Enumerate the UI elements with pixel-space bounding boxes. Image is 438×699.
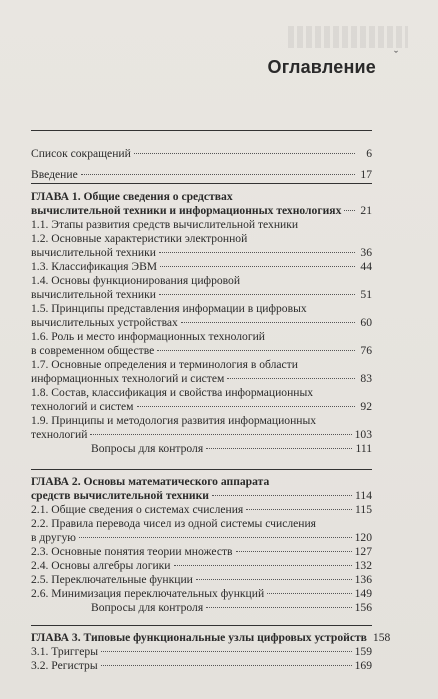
toc-item-text: Список сокращений xyxy=(31,147,131,160)
dot-leader xyxy=(90,434,351,435)
toc-page-number: 51 xyxy=(360,288,372,301)
toc-item-text: Вопросы для контроля xyxy=(91,442,204,455)
toc-item-2-1[interactable] xyxy=(31,503,372,517)
toc-item-text: вычислительной техники xyxy=(31,288,156,301)
toc-item-1-8-line-2[interactable] xyxy=(31,400,372,414)
dot-leader xyxy=(79,537,352,538)
toc-item-1-4-line-2[interactable] xyxy=(31,288,372,302)
toc-page-number: 76 xyxy=(360,344,372,357)
toc-item-text: информационных технологий и систем xyxy=(31,372,225,385)
toc-page-number: 6 xyxy=(366,147,372,160)
page-title: Оглавление xyxy=(267,57,376,77)
divider-top xyxy=(31,130,372,131)
toc-page-number: 156 xyxy=(354,601,372,614)
toc-item-2-2-line-2[interactable] xyxy=(31,531,372,545)
toc-page-number: 132 xyxy=(354,559,372,572)
toc-item-text: 2.1. Общие сведения о системах счисления xyxy=(31,503,244,516)
toc-item-text: в современном обществе xyxy=(31,344,155,357)
toc-page-number: 114 xyxy=(355,489,372,502)
table-of-contents xyxy=(31,147,372,182)
toc-page-number: 159 xyxy=(354,645,372,658)
toc-item-text: 2.5. Переключательные функции xyxy=(31,573,193,586)
toc-item-1-7-line-2[interactable] xyxy=(31,372,372,386)
toc-page-number: 83 xyxy=(360,372,372,385)
toc-chapter-3 xyxy=(31,631,391,673)
toc-item-1-5-line-2[interactable] xyxy=(31,316,372,330)
toc-page-number: 111 xyxy=(355,442,372,455)
toc-item-1-3[interactable] xyxy=(31,260,372,274)
dot-leader xyxy=(159,294,355,295)
divider-ch3 xyxy=(31,625,372,626)
toc-page-number: 158 xyxy=(372,631,391,644)
chapter-heading-text: вычислительной техники и информационных технологиях xyxy=(31,204,342,217)
dot-leader xyxy=(81,174,355,175)
toc-chapter-1 xyxy=(31,190,372,456)
dot-leader xyxy=(206,448,352,449)
divider-ch2 xyxy=(31,469,372,470)
dot-leader xyxy=(101,651,352,652)
toc-page-number: 149 xyxy=(354,587,372,600)
toc-item-text: Введение xyxy=(31,168,78,181)
toc-item-text: в другую xyxy=(31,531,76,544)
toc-item-3-1[interactable] xyxy=(31,645,372,659)
toc-item-text: 1.3. Классификация ЭВМ xyxy=(31,260,158,273)
bleed-through-text xyxy=(288,26,408,48)
toc-chapter-2 xyxy=(31,475,372,615)
pencil-mark: ˇ xyxy=(394,48,398,62)
dot-leader xyxy=(157,350,355,351)
dot-leader xyxy=(137,406,356,407)
dot-leader xyxy=(206,607,351,608)
toc-item-text: 3.1. Триггеры xyxy=(31,645,99,658)
toc-page-number: 21 xyxy=(360,204,372,217)
toc-item-1-5-line-1[interactable]: 1.5. Принципы представления информации в цифровых xyxy=(31,302,307,315)
dot-leader xyxy=(159,252,355,253)
toc-item-1-7-line-1[interactable]: 1.7. Основные определения и терминология в области xyxy=(31,358,298,371)
toc-item-1-2-line-2[interactable] xyxy=(31,246,372,260)
dot-leader xyxy=(236,551,352,552)
chapter-heading-line-2[interactable] xyxy=(31,489,372,503)
toc-page-number: 36 xyxy=(360,246,372,259)
dot-leader xyxy=(227,378,355,379)
toc-item-2-5[interactable] xyxy=(31,573,372,587)
toc-item-1-9-line-1[interactable]: 1.9. Принципы и методология развития информационных xyxy=(31,414,317,427)
dot-leader xyxy=(344,210,355,211)
toc-page-number: 136 xyxy=(354,573,372,586)
toc-item-text: технологий и систем xyxy=(31,400,134,413)
toc-item-1-4-line-1[interactable]: 1.4. Основы функционирования цифровой xyxy=(31,274,241,287)
chapter-heading-line-1[interactable]: ГЛАВА 1. Общие сведения о средствах xyxy=(31,190,233,203)
toc-item-text: 3.2. Регистры xyxy=(31,659,98,672)
chapter-heading-line-1[interactable] xyxy=(31,631,391,645)
dot-leader xyxy=(160,266,355,267)
dot-leader xyxy=(212,495,352,496)
dot-leader xyxy=(174,565,352,566)
toc-item-questions-1[interactable] xyxy=(31,442,372,456)
toc-item-1-6-line-1[interactable]: 1.6. Роль и место информационных технологий xyxy=(31,330,265,343)
dot-leader xyxy=(196,579,352,580)
toc-item-1-9-line-2[interactable] xyxy=(31,428,372,442)
toc-item-questions-2[interactable] xyxy=(31,601,372,615)
toc-page-number: 127 xyxy=(354,545,372,558)
dot-leader xyxy=(101,665,352,666)
toc-item-1-1[interactable]: 1.1. Этапы развития средств вычислительной техники xyxy=(31,218,299,231)
toc-item-text: технологий xyxy=(31,428,88,441)
toc-page-number: 169 xyxy=(354,659,372,672)
dot-leader xyxy=(267,593,351,594)
toc-item-1-2-line-1[interactable]: 1.2. Основные характеристики электронной xyxy=(31,232,248,245)
toc-item-text: 2.6. Минимизация переключательных функций xyxy=(31,587,265,600)
toc-item-text: 2.3. Основные понятия теории множеств xyxy=(31,545,233,558)
toc-page-number: 17 xyxy=(360,168,372,181)
toc-page-number: 115 xyxy=(355,503,372,516)
toc-item-2-3[interactable] xyxy=(31,545,372,559)
toc-page-number: 92 xyxy=(360,400,372,413)
toc-page-number: 120 xyxy=(354,531,372,544)
dot-leader xyxy=(134,153,355,154)
toc-item-text: 2.4. Основы алгебры логики xyxy=(31,559,171,572)
toc-item-3-2[interactable] xyxy=(31,659,372,673)
toc-item-abbreviations[interactable] xyxy=(31,147,372,161)
divider-ch1 xyxy=(31,183,372,184)
toc-item-text: Вопросы для контроля xyxy=(91,601,204,614)
toc-item-1-6-line-2[interactable] xyxy=(31,344,372,358)
toc-item-2-4[interactable] xyxy=(31,559,372,573)
dot-leader xyxy=(246,509,352,510)
toc-item-2-2-line-1[interactable]: 2.2. Правила перевода чисел из одной системы счисления xyxy=(31,517,317,530)
toc-page-number: 44 xyxy=(360,260,372,273)
dot-leader xyxy=(181,322,355,323)
chapter-heading-line-1[interactable]: ГЛАВА 2. Основы математического аппарата xyxy=(31,475,270,488)
toc-page-number: 103 xyxy=(354,428,372,441)
toc-item-text: вычислительных устройствах xyxy=(31,316,178,329)
toc-item-text: вычислительной техники xyxy=(31,246,156,259)
chapter-heading-text: средств вычислительной техники xyxy=(31,489,209,502)
toc-item-1-8-line-1[interactable]: 1.8. Состав, классификация и свойства информационных xyxy=(31,386,314,399)
toc-item-introduction[interactable] xyxy=(31,168,372,182)
chapter-heading-text: ГЛАВА 3. Типовые функциональные узлы цифровых устройств xyxy=(31,631,367,644)
toc-item-2-6[interactable] xyxy=(31,587,372,601)
toc-page-number: 60 xyxy=(360,316,372,329)
chapter-heading-line-2[interactable] xyxy=(31,204,372,218)
